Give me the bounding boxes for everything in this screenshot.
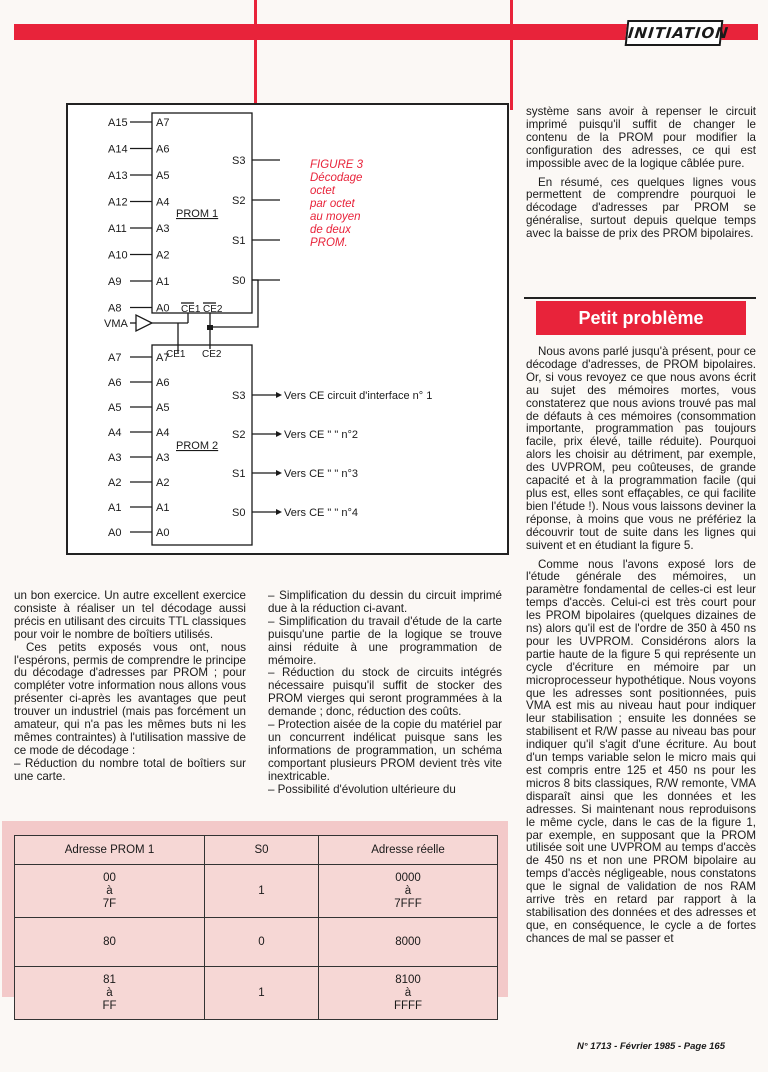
paragraph: un bon exercice. Un autre excellent exercice consiste à réaliser un tel décodage aussi précis en utilisant des circuits TTL classiques pour voir le nombre de boîtiers utilisés. (14, 589, 246, 641)
output-destination-label: Vers CE " " n°3 (284, 468, 358, 480)
column-3-top-text (526, 106, 756, 241)
cell-line: FF (102, 999, 117, 1012)
section-tag: INITIATION (625, 20, 724, 46)
table-cell (15, 865, 205, 918)
output-pin-label: S2 (232, 429, 246, 441)
input-signal-label: A0 (108, 527, 122, 539)
cell-line: 7FFF (394, 897, 422, 910)
section-rule (524, 297, 756, 299)
caption-line: PROM. (310, 237, 348, 249)
input-signal-label: A3 (108, 452, 122, 464)
column-2-text (268, 590, 502, 797)
address-table (14, 835, 498, 1020)
buffer-icon (136, 315, 152, 331)
arrow-icon (276, 509, 282, 515)
caption-line: au moyen (310, 211, 361, 223)
paragraph: – Protection aisée de la copie du matériel par un concurrent indélicat puisque sans les informations de programmation, un schéma comportant plusieurs PROM devient très vite inextricable. (268, 718, 502, 783)
column-divider-top-1 (254, 0, 257, 110)
input-signal-label: A14 (108, 143, 128, 156)
pin-label: A0 (156, 527, 170, 539)
output-pin-label: S0 (232, 507, 246, 519)
enable-label: CE1 (181, 304, 201, 315)
figure-caption (310, 159, 390, 250)
paragraph: – Réduction du nombre total de boîtiers sur une carte. (14, 756, 246, 783)
input-signal-label: A13 (108, 170, 128, 182)
table-cell: 80 (15, 918, 205, 967)
enable-label: CE2 (202, 349, 222, 360)
caption-line: Décodage (310, 172, 363, 184)
caption-line: de deux (310, 224, 351, 236)
paragraph: – Simplification du travail d'étude de la carte puisqu'une partie de la logique se trouve ainsi réduite à une programmation de mémoire. (268, 614, 502, 667)
table-cell: 1 (205, 865, 319, 918)
table-row (15, 918, 498, 967)
pin-label: A0 (156, 302, 170, 315)
pin-label: A4 (156, 427, 170, 439)
cell-line: à (404, 884, 412, 897)
input-signal-label: A6 (108, 377, 122, 389)
paragraph: Comme nous l'avons exposé lors de l'étude générale des mémoires, un paramètre fondamental de celles-ci est leur temps d'accès. Celui-ci est très court pour les PROM bipolaires (quelques dizaines de ns) alors qu'il est de l'ordre de 350 à 450 ns pour les UVPROM. Considérons alors la partie haute de la figure 5 qui représente un cycle d'écriture en mémoire par un microprocesseur hypothétique. Nous voyons que les adresses sont positionnées, puis VMA est mis au niveau haut pour indiquer leur stabilisation ; ensuite les données se stabilisent et R/W passe au niveau bas pour indiquer qu'il s'agit d'une écriture. Au bout d'un temps variable selon le micro mais qui est compris entre 125 et 450 ns pour les micros 8 bits classiques, R/W remonte, VMA disparaît ainsi que les données et les adresses. Si maintenant nous reproduisons le même cycle, dans le cas de la figure 1, par exemple, en supposant que la PROM utilisée soit une UVPROM au temps d'accès de 450 ns et non une PROM bipolaire au temps d'accès négligeable, nous constatons que le signal de validation de nos RAM arrive très en retard par rapport à la stabilisation des données et des adresses et que, en conséquence, le cycle a de fortes chances de mal se passer et (526, 557, 756, 945)
table-header-row (15, 836, 498, 865)
output-destination-label: Vers CE " " n°4 (284, 507, 358, 519)
pin-label: A1 (156, 502, 170, 514)
output-destination-label: Vers CE circuit d'interface n° 1 (284, 390, 433, 402)
paragraph: – Simplification du dessin du circuit imprimé due à la réduction ci-avant. (268, 589, 502, 615)
pin-label: A6 (156, 143, 170, 156)
enable-label: CE1 (166, 349, 186, 360)
paragraph: – Réduction du stock de circuits intégrés nécessaire puisqu'il suffit de stocker des PROM vierges qui seront programmées à la demande ; donc, réduction des coûts. (268, 666, 502, 719)
figure-3-schematic (66, 103, 509, 555)
table-cell: 0 (205, 918, 319, 967)
input-signal-label: A15 (108, 117, 128, 129)
table-cell: 8000 (319, 918, 498, 967)
input-signal-label: A9 (108, 276, 122, 288)
table-row (15, 865, 498, 918)
table-header-cell: Adresse PROM 1 (15, 836, 205, 865)
output-pin-label: S3 (232, 390, 246, 402)
input-signal-label: A10 (108, 249, 128, 262)
paragraph: En résumé, ces quelques lignes vous permettent de comprendre pourquoi le décodage d'adresses par PROM se généralise, surtout depuis quelque temps avec la baisse de prix des PROM bipolaires. (526, 175, 756, 241)
cell-line: à (106, 986, 113, 999)
pin-label: A7 (156, 117, 170, 129)
arrow-icon (276, 392, 282, 398)
input-signal-label: A11 (108, 223, 127, 235)
pin-label: A1 (156, 276, 170, 288)
table-cell (319, 865, 498, 918)
column-3-bottom-text (526, 346, 756, 946)
output-pin-label: S2 (232, 195, 246, 207)
table-cell (319, 967, 498, 1020)
input-signal-label: A7 (108, 352, 122, 364)
table-header-cell: S0 (205, 836, 319, 865)
cell-line: 81 (103, 973, 116, 986)
prom-name: PROM 1 (176, 208, 219, 220)
input-signal-label: A5 (108, 402, 122, 414)
cell-line: à (106, 884, 113, 897)
paragraph: Ces petits exposés vous ont, nous l'espérons, permis de comprendre le principe du décodage d'adresses par PROM ; pour compléter votre information nous allons vous présenter ci-après les avantages que peut trouver un industriel (mais pas forcément un amateur, qui n'a pas les mêmes buts ni les mêmes contraintes) à l'utilisation massive de ce mode de décodage : (14, 640, 246, 757)
junction-dot (207, 325, 213, 330)
table-cell: 1 (205, 967, 319, 1020)
arrow-icon (276, 470, 282, 476)
pin-label: A4 (156, 196, 170, 209)
cell-line: 7F (102, 897, 117, 910)
input-signal-label: A4 (108, 427, 122, 439)
cell-line: 0000 (395, 871, 421, 884)
output-destination-label: Vers CE " " n°2 (284, 429, 358, 441)
input-signal-label: A12 (108, 196, 128, 209)
cell-line: 8100 (395, 973, 421, 986)
page-footer: N° 1713 - Février 1985 - Page 165 (577, 1041, 725, 1052)
input-signal-label: A1 (108, 502, 122, 514)
caption-line: par octet (310, 198, 355, 210)
pin-label: A7 (156, 352, 170, 364)
column-divider-top-2 (510, 0, 513, 110)
enable-label: CE2 (203, 304, 223, 315)
output-pin-label: S0 (232, 275, 246, 287)
pin-label: A6 (156, 377, 170, 389)
caption-line: octet (310, 185, 335, 197)
section-title: Petit problème (536, 301, 746, 335)
input-signal-label: A2 (108, 477, 122, 489)
arrow-icon (276, 431, 282, 437)
pin-label: A2 (156, 477, 170, 489)
input-signal-label: A8 (108, 302, 122, 315)
output-pin-label: S1 (232, 235, 246, 247)
pin-label: A5 (156, 170, 170, 182)
cell-line: FFFF (393, 999, 423, 1012)
pin-label: A3 (156, 223, 170, 235)
address-table-panel (2, 821, 508, 1012)
vma-label: VMA (104, 318, 128, 330)
column-1-text (14, 590, 246, 784)
schematic-svg (68, 105, 511, 557)
table-row (15, 967, 498, 1020)
cell-line: 00 (103, 871, 116, 884)
pin-label: A5 (156, 402, 170, 414)
pin-label: A2 (156, 249, 170, 262)
output-pin-label: S3 (232, 155, 246, 167)
paragraph: Nous avons parlé jusqu'à présent, pour ce décodage d'adresses, de PROM bipolaires. Or, si vous revoyez ce que nous avons écrit au sujet des mémoires mortes, vous constaterez que nous avions trouvé pas mal de défauts à ces mémoires (consommation importante, programmation pas toujours facile, prix élevé, taille réduite). Pourquoi alors les choisir au détriment, par exemple, des UVPROM, peu coûteuses, de grande capacité et à la programmation facile (qui plus est, elles sont effaçables, ce qui facilite bien l'étude !). Nous vous laissons deviner la réponse, à moins que vous ne préfériez la découvrir tout de suite dans les lignes qui suivent et en étudiant la figure 5. (526, 345, 756, 552)
table-header-cell: Adresse réelle (319, 836, 498, 865)
prom-name: PROM 2 (176, 440, 219, 452)
paragraph: système sans avoir à repenser le circuit imprimé puisqu'il suffit de changer le contenu de la PROM pour modifier la configuration des adresses, ce qui est impossible avec de la logique câblée pure. (526, 105, 756, 170)
paragraph: – Possibilité d'évolution ultérieure du (268, 782, 456, 796)
cell-line: à (404, 986, 412, 999)
table-cell (15, 967, 205, 1020)
caption-line: FIGURE 3 (310, 159, 364, 171)
pin-label: A3 (156, 452, 170, 464)
output-pin-label: S1 (232, 468, 246, 480)
